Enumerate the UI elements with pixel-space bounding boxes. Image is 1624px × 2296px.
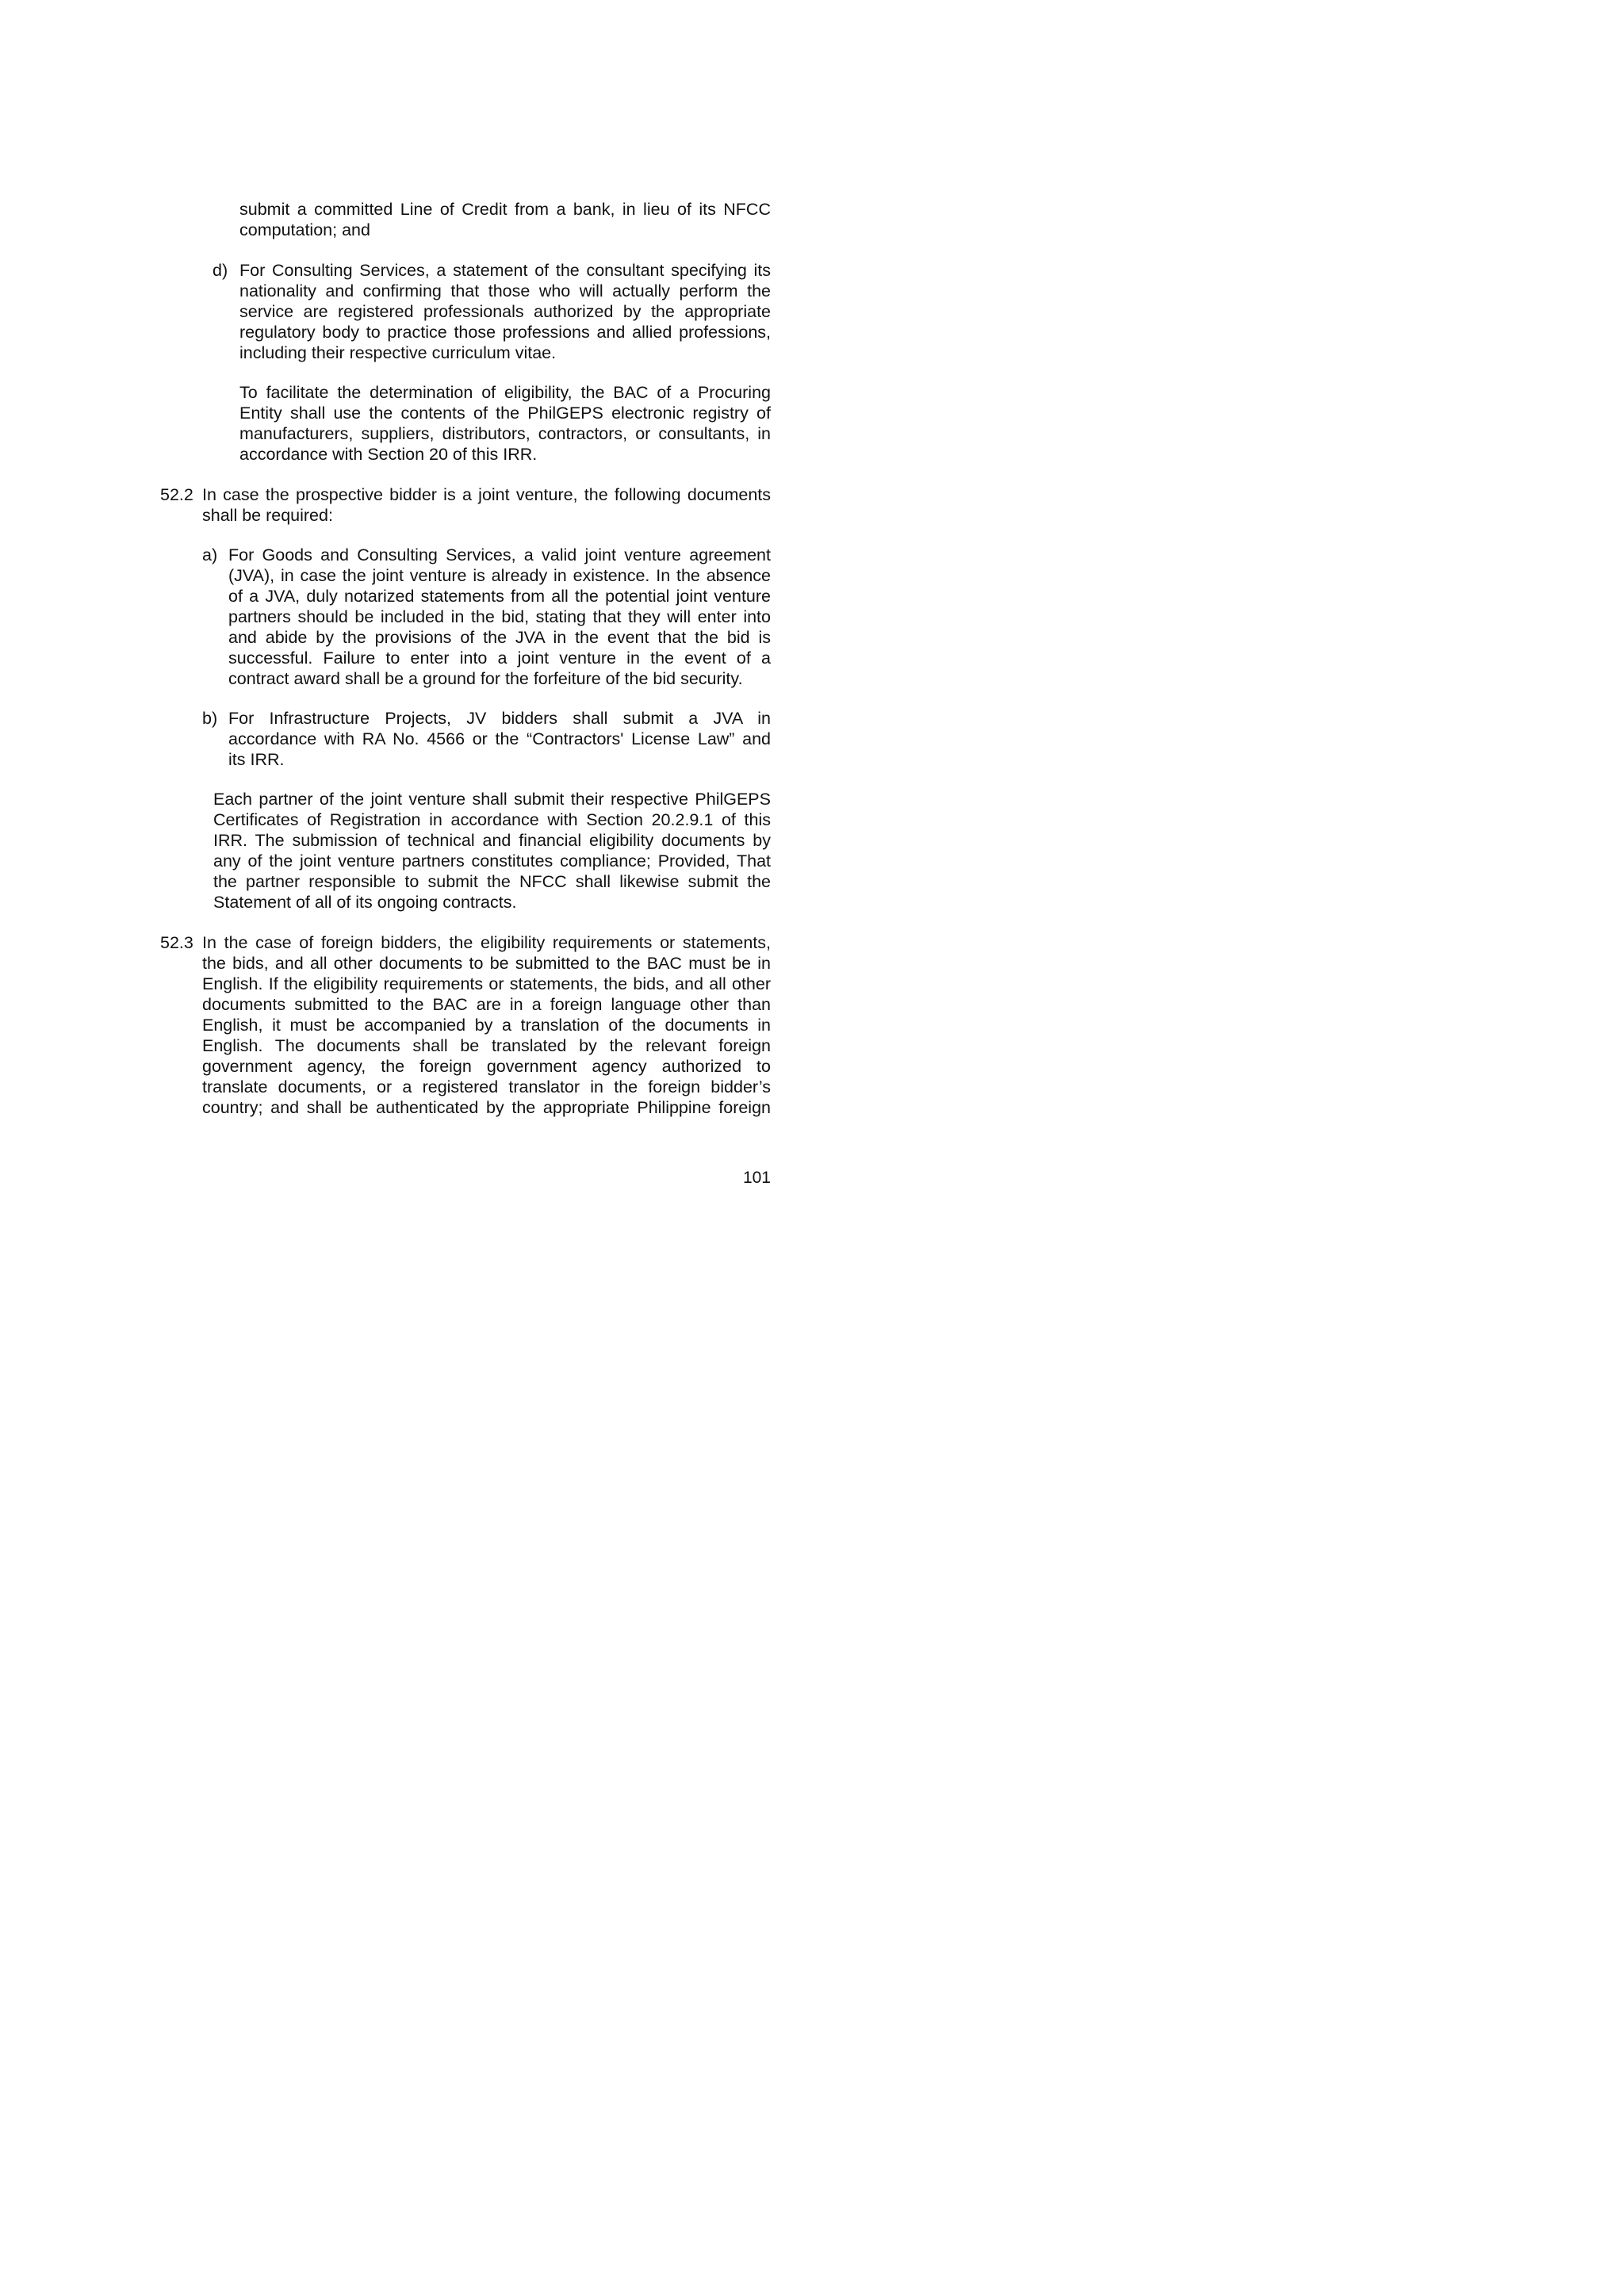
text-line: accordance with Section 20 of this IRR.	[239, 445, 538, 464]
text-line: service are registered professionals authorized by the appropriate	[239, 302, 771, 321]
item-b-paragraph	[228, 708, 771, 770]
item-a-paragraph	[228, 545, 771, 689]
text-line: the partner responsible to submit the NFCC shall likewise submit the	[213, 872, 771, 891]
page-number: 101	[742, 1169, 771, 1187]
continuation-paragraph	[239, 199, 771, 240]
text-line: shall be required:	[202, 506, 333, 525]
text-line: nationality and confirming that those who will actually perform the	[239, 281, 771, 300]
section-52-2-paragraph	[202, 484, 771, 526]
item-d-paragraph	[239, 260, 771, 363]
text-line: manufacturers, suppliers, distributors, contractors, or consultants, in	[239, 424, 771, 443]
text-line: English, it must be accompanied by a translation of the documents in	[202, 1016, 771, 1035]
section-number: 52.3	[160, 933, 193, 952]
text-line: In the case of foreign bidders, the eligibility requirements or statements,	[202, 933, 771, 952]
text-line: and abide by the provisions of the JVA in the event that the bid is	[228, 628, 771, 647]
text-line: To facilitate the determination of eligibility, the BAC of a Procuring	[239, 383, 771, 402]
text-line: Certificates of Registration in accordance with Section 20.2.9.1 of this	[213, 810, 771, 829]
section-number: 52.2	[160, 485, 193, 504]
text-line: English. If the eligibility requirements or statements, the bids, and all other	[202, 974, 771, 993]
text-line: contract award shall be a ground for the forfeiture of the bid security.	[228, 669, 743, 688]
text-line: of a JVA, duly notarized statements from all the potential joint venture	[228, 587, 771, 606]
text-line: submit a committed Line of Credit from a bank, in lieu of its NFCC	[239, 200, 771, 219]
text-line: successful. Failure to enter into a joint venture in the event of a	[228, 649, 771, 668]
text-line: regulatory body to practice those professions and allied professions,	[239, 323, 771, 342]
text-line: including their respective curriculum vitae.	[239, 343, 557, 362]
text-line: For Consulting Services, a statement of the consultant specifying its	[239, 261, 771, 280]
text-line: For Goods and Consulting Services, a valid joint venture agreement	[228, 545, 771, 564]
text-line: In case the prospective bidder is a joint venture, the following documents	[202, 485, 771, 504]
eligibility-note-paragraph	[239, 382, 771, 465]
list-item-label: d)	[213, 261, 228, 280]
list-item-label: a)	[202, 545, 218, 564]
text-line: Entity shall use the contents of the PhilGEPS electronic registry of	[239, 404, 771, 423]
text-line: government agency, the foreign government agency authorized to	[202, 1057, 771, 1076]
text-line: For Infrastructure Projects, JV bidders shall submit a JVA in	[228, 709, 771, 728]
list-item-label: b)	[202, 709, 218, 728]
document-page	[0, 0, 872, 1233]
text-line: translate documents, or a registered translator in the foreign bidder’s	[202, 1077, 771, 1096]
text-line: computation; and	[239, 220, 370, 239]
text-line: any of the joint venture partners constitutes compliance; Provided, That	[213, 851, 771, 871]
text-line: accordance with RA No. 4566 or the “Contractors' License Law” and	[228, 729, 771, 748]
text-line: Each partner of the joint venture shall submit their respective PhilGEPS	[213, 790, 771, 809]
text-line: IRR. The submission of technical and financial eligibility documents by	[213, 831, 771, 850]
text-line: country; and shall be authenticated by the appropriate Philippine foreign	[202, 1098, 771, 1117]
text-line: its IRR.	[228, 750, 285, 769]
text-line: the bids, and all other documents to be submitted to the BAC must be in	[202, 954, 771, 973]
text-line: (JVA), in case the joint venture is already in existence. In the absence	[228, 566, 771, 585]
section-52-3-paragraph	[202, 932, 771, 1118]
text-line: documents submitted to the BAC are in a foreign language other than	[202, 995, 771, 1014]
text-line: partners should be included in the bid, stating that they will enter into	[228, 607, 771, 626]
partner-note-paragraph	[213, 789, 771, 913]
text-line: English. The documents shall be translated by the relevant foreign	[202, 1036, 771, 1055]
text-line: Statement of all of its ongoing contracts.	[213, 893, 517, 912]
